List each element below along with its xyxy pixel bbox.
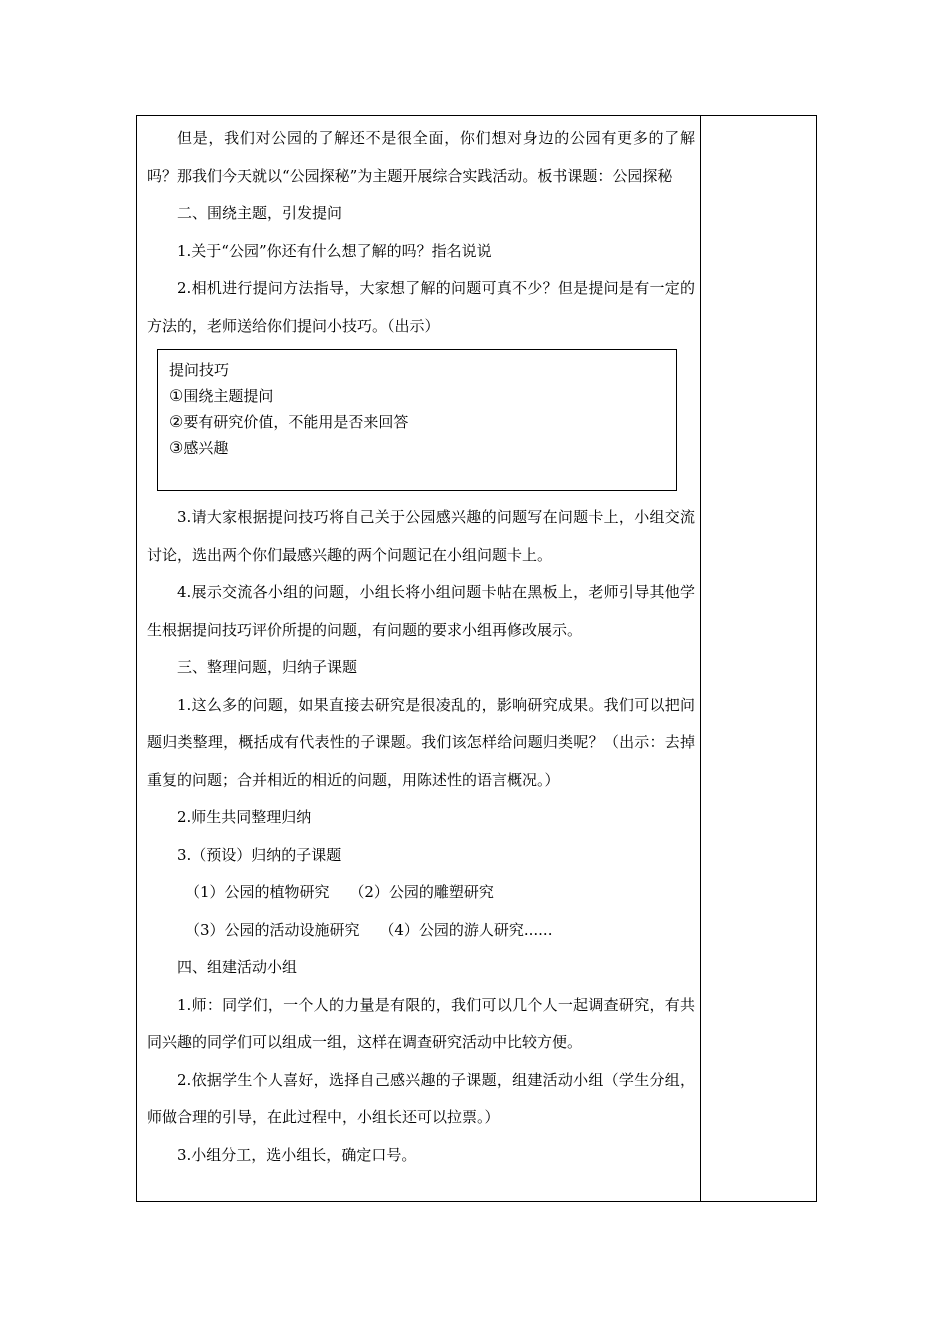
tip-number: ② [169,412,184,431]
tip-number: ① [169,386,184,405]
tip-text: 要有研究价值，不能用是否来回答 [183,413,409,431]
tips-title: 提问技巧 [169,361,230,379]
questioning-tips-box [157,349,677,491]
subtopic-line: （3）公园的活动设施研究 （4）公园的游人研究...... [185,920,553,939]
step-paragraph: 2.师生共同整理归纳 [177,808,312,826]
step-paragraph: 3.小组分工，选小组长，确定口号。 [177,1145,417,1164]
step-paragraph: 3.请大家根据提问技巧将自己关于公园感兴趣的问题写在问题卡上，小组交流讨论，选出两个你们最感兴趣的两个问题记在小组问题卡上。 [147,508,695,564]
step-paragraph: 1.这么多的问题，如果直接去研究是很凌乱的，影响研究成果。我们可以把问题归类整理，概括成有代表性的子课题。我们该怎样给问题归类呢？（出示：去掉重复的问题；合并相近的相近的问题，用陈述性的语言概况。） [147,695,695,789]
tip-text: 围绕主题提问 [183,387,274,405]
step-paragraph: 4.展示交流各小组的问题，小组长将小组问题卡帖在黑板上，老师引导其他学生根据提问技巧评价所提的问题，有问题的要求小组再修改展示。 [147,583,695,639]
tip-item [169,435,665,461]
tip-item [169,383,665,409]
step-paragraph: 2.相机进行提问方法指导，大家想了解的问题可真不少？但是提问是有一定的方法的，老师送给你们提问小技巧。（出示） [147,279,695,335]
step-paragraph: 1.师：同学们，一个人的力量是有限的，我们可以几个人一起调查研究，有共同兴趣的同学们可以组成一组，这样在调查研究活动中比较方便。 [147,995,695,1051]
step-paragraph: 3.（预设）归纳的子课题 [177,845,342,864]
tip-text: 感兴趣 [183,439,229,457]
subtopic-line: （1）公园的植物研究 （2）公园的雕塑研究 [185,883,494,901]
section-heading-3: 三、整理问题，归纳子课题 [177,658,358,676]
lesson-content [147,120,695,1174]
section-heading-4: 四、组建活动小组 [177,958,298,976]
step-paragraph: 1.关于“公园”你还有什么想了解的吗？指名说说 [177,241,492,260]
tip-number: ③ [169,438,184,457]
lesson-plan-table [136,115,817,1202]
intro-paragraph: 但是，我们对公园的了解还不是很全面，你们想对身边的公园有更多的了解吗？那我们今天就以“公园探秘”为主题开展综合实践活动。板书课题：公园探秘 [147,129,695,185]
step-paragraph: 2.依据学生个人喜好，选择自己感兴趣的子课题，组建活动小组（学生分组，师做合理的引导，在此过程中，小组长还可以拉票。） [147,1070,695,1126]
column-divider [700,116,701,1201]
section-heading-2: 二、围绕主题，引发提问 [177,204,343,222]
tip-item [169,409,665,435]
